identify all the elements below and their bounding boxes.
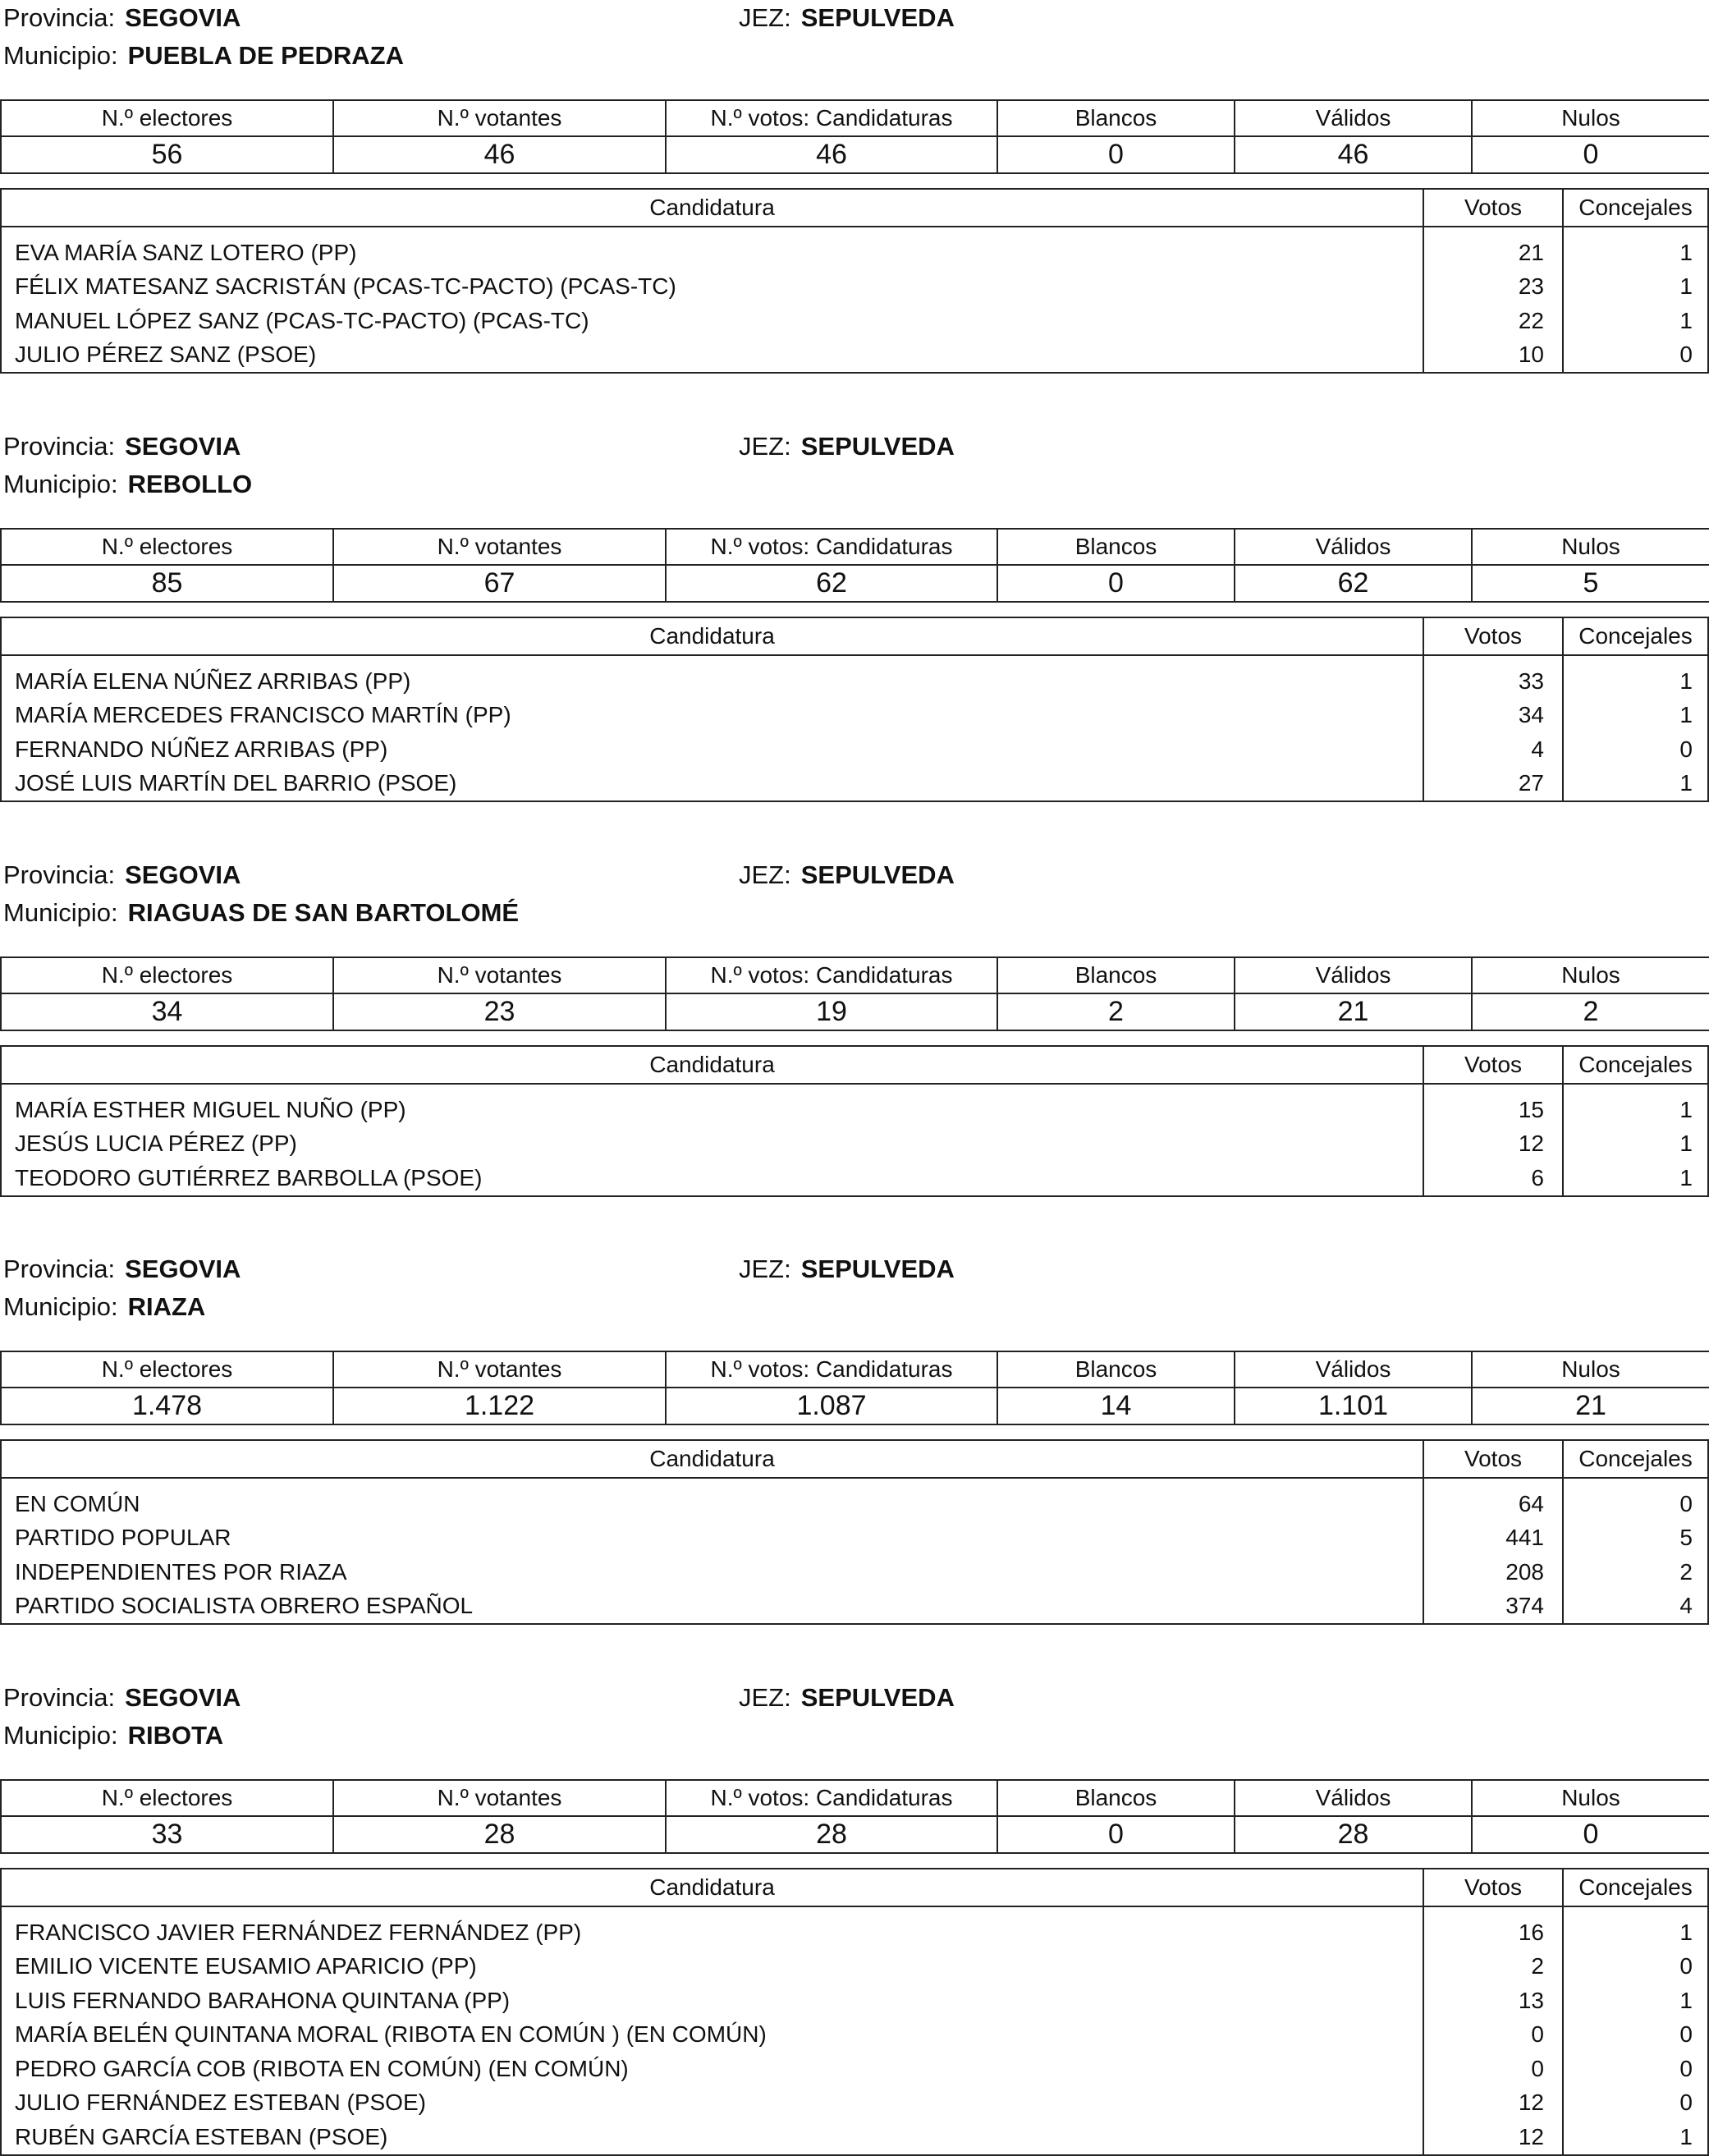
candidate-votos: 441 <box>1423 1521 1563 1556</box>
municipality-block <box>0 1680 1709 2149</box>
candidate-row <box>1 767 1708 802</box>
candidatura-header: Candidatura <box>1 189 1423 227</box>
stats-table <box>0 956 1709 1031</box>
municipio-line <box>3 41 404 71</box>
candidate-concejales: 1 <box>1563 1161 1708 1196</box>
candidate-concejales: 4 <box>1563 1589 1708 1625</box>
stats-value-row <box>1 1388 1709 1424</box>
candidate-name: JESÚS LUCIA PÉREZ (PP) <box>1 1127 1423 1162</box>
candidate-concejales: 0 <box>1563 732 1708 767</box>
provincia-label: Provincia: <box>3 3 116 32</box>
stats-header-row <box>1 529 1709 565</box>
municipio-value: REBOLLO <box>127 470 253 498</box>
candidate-row <box>1 270 1708 305</box>
stats-value-row <box>1 993 1709 1030</box>
candidate-concejales: 1 <box>1563 2120 1708 2155</box>
candidatura-header: Candidatura <box>1 1046 1423 1084</box>
candidate-votos: 13 <box>1423 1984 1563 2018</box>
stats-header-row <box>1 1780 1709 1816</box>
candidatura-header: Candidatura <box>1 617 1423 655</box>
candidate-name: LUIS FERNANDO BARAHONA QUINTANA (PP) <box>1 1984 1423 2018</box>
municipio-line <box>3 1292 205 1322</box>
stats-header-row <box>1 100 1709 136</box>
candidate-name: MARÍA ELENA NÚÑEZ ARRIBAS (PP) <box>1 655 1423 699</box>
candidate-votos: 16 <box>1423 1906 1563 1950</box>
stats-header-cell: Blancos <box>997 1780 1235 1816</box>
concejales-header: Concejales <box>1563 617 1708 655</box>
stats-value-row <box>1 565 1709 602</box>
candidate-votos: 22 <box>1423 304 1563 338</box>
candidate-row <box>1 1084 1708 1127</box>
candidate-votos: 4 <box>1423 732 1563 767</box>
candidate-row <box>1 1950 1708 1984</box>
votos-header: Votos <box>1423 617 1563 655</box>
stats-header-cell: Nulos <box>1472 957 1709 993</box>
votos-header: Votos <box>1423 1869 1563 1906</box>
jez-label: JEZ: <box>739 860 791 889</box>
candidate-votos: 15 <box>1423 1084 1563 1127</box>
municipality-block <box>0 0 1709 427</box>
stats-header-cell: N.º votos: Candidaturas <box>666 529 997 565</box>
candidate-row <box>1 2018 1708 2053</box>
municipio-label: Municipio: <box>3 470 118 498</box>
municipio-value: PUEBLA DE PEDRAZA <box>127 41 404 70</box>
stats-header-cell: N.º electores <box>1 100 333 136</box>
stats-value-cell: 28 <box>333 1816 666 1853</box>
candidate-concejales: 0 <box>1563 1950 1708 1984</box>
stats-header-cell: Válidos <box>1235 957 1472 993</box>
stats-header-cell: Blancos <box>997 1351 1235 1388</box>
candidates-header-row <box>1 1869 1708 1906</box>
stats-header-cell: Válidos <box>1235 1351 1472 1388</box>
stats-value-row <box>1 136 1709 173</box>
stats-value-cell: 23 <box>333 993 666 1030</box>
jez-value: SEPULVEDA <box>800 1255 955 1283</box>
candidates-header-row <box>1 1440 1708 1478</box>
stats-header-cell: N.º votantes <box>333 100 666 136</box>
stats-header-cell: Válidos <box>1235 529 1472 565</box>
stats-value-cell: 1.122 <box>333 1388 666 1424</box>
candidate-votos: 64 <box>1423 1478 1563 1521</box>
stats-header-cell: N.º votos: Candidaturas <box>666 100 997 136</box>
candidate-name: PARTIDO SOCIALISTA OBRERO ESPAÑOL <box>1 1589 1423 1625</box>
jez-value: SEPULVEDA <box>800 1683 955 1712</box>
provincia-label: Provincia: <box>3 1683 116 1712</box>
candidate-name: EN COMÚN <box>1 1478 1423 1521</box>
candidate-votos: 0 <box>1423 2018 1563 2053</box>
concejales-header: Concejales <box>1563 1440 1708 1478</box>
stats-value-cell: 46 <box>666 136 997 173</box>
municipality-block <box>0 429 1709 856</box>
jez-line <box>739 3 955 33</box>
municipio-value: RIAGUAS DE SAN BARTOLOMÉ <box>127 898 520 927</box>
stats-header-cell: N.º votantes <box>333 957 666 993</box>
stats-header-cell: N.º electores <box>1 1780 333 1816</box>
candidatura-header: Candidatura <box>1 1869 1423 1906</box>
jez-value: SEPULVEDA <box>800 860 955 889</box>
stats-value-cell: 28 <box>1235 1816 1472 1853</box>
candidate-name: PARTIDO POPULAR <box>1 1521 1423 1556</box>
stats-value-cell: 67 <box>333 565 666 602</box>
votos-header: Votos <box>1423 1440 1563 1478</box>
candidate-name: RUBÉN GARCÍA ESTEBAN (PSOE) <box>1 2120 1423 2155</box>
candidate-name: PEDRO GARCÍA COB (RIBOTA EN COMÚN) (EN COMÚN) <box>1 2052 1423 2086</box>
candidate-votos: 27 <box>1423 767 1563 802</box>
stats-value-cell: 0 <box>1472 1816 1709 1853</box>
candidate-votos: 21 <box>1423 227 1563 270</box>
stats-value-cell: 0 <box>997 136 1235 173</box>
candidate-concejales: 0 <box>1563 2086 1708 2121</box>
candidate-votos: 208 <box>1423 1555 1563 1589</box>
candidate-votos: 23 <box>1423 270 1563 305</box>
candidate-name: MARÍA MERCEDES FRANCISCO MARTÍN (PP) <box>1 699 1423 733</box>
stats-header-row <box>1 1351 1709 1388</box>
municipio-label: Municipio: <box>3 1721 118 1750</box>
stats-value-cell: 21 <box>1472 1388 1709 1424</box>
stats-header-cell: N.º electores <box>1 529 333 565</box>
stats-table <box>0 99 1709 174</box>
candidate-row <box>1 304 1708 338</box>
candidate-concejales: 1 <box>1563 304 1708 338</box>
candidate-votos: 10 <box>1423 338 1563 374</box>
provincia-label: Provincia: <box>3 1255 116 1283</box>
candidate-row <box>1 1984 1708 2018</box>
stats-header-cell: N.º electores <box>1 957 333 993</box>
candidate-row <box>1 1127 1708 1162</box>
stats-value-row <box>1 1816 1709 1853</box>
candidatura-header: Candidatura <box>1 1440 1423 1478</box>
candidates-table <box>0 1045 1709 1197</box>
stats-header-cell: N.º votantes <box>333 1780 666 1816</box>
jez-label: JEZ: <box>739 1683 791 1712</box>
stats-header-cell: N.º votos: Candidaturas <box>666 957 997 993</box>
candidates-table <box>0 1868 1709 2156</box>
stats-value-cell: 2 <box>1472 993 1709 1030</box>
municipio-line <box>3 1721 223 1750</box>
provincia-line <box>3 860 241 890</box>
candidate-row <box>1 732 1708 767</box>
candidate-row <box>1 1478 1708 1521</box>
stats-header-cell: Nulos <box>1472 1351 1709 1388</box>
provincia-label: Provincia: <box>3 860 116 889</box>
candidate-name: TEODORO GUTIÉRREZ BARBOLLA (PSOE) <box>1 1161 1423 1196</box>
stats-value-cell: 1.478 <box>1 1388 333 1424</box>
candidates-header-row <box>1 189 1708 227</box>
provincia-line <box>3 3 241 33</box>
candidate-row <box>1 1161 1708 1196</box>
jez-label: JEZ: <box>739 3 791 32</box>
stats-header-cell: Nulos <box>1472 529 1709 565</box>
candidate-name: FRANCISCO JAVIER FERNÁNDEZ FERNÁNDEZ (PP) <box>1 1906 1423 1950</box>
provincia-line <box>3 1683 241 1713</box>
candidates-table <box>0 617 1709 802</box>
provincia-line <box>3 1255 241 1284</box>
candidates-header-row <box>1 1046 1708 1084</box>
candidate-concejales: 1 <box>1563 1906 1708 1950</box>
candidate-name: JULIO FERNÁNDEZ ESTEBAN (PSOE) <box>1 2086 1423 2121</box>
candidate-row <box>1 338 1708 374</box>
candidate-concejales: 1 <box>1563 1084 1708 1127</box>
stats-value-cell: 5 <box>1472 565 1709 602</box>
candidate-concejales: 0 <box>1563 338 1708 374</box>
candidate-concejales: 1 <box>1563 270 1708 305</box>
stats-table <box>0 528 1709 603</box>
votos-header: Votos <box>1423 189 1563 227</box>
votos-header: Votos <box>1423 1046 1563 1084</box>
candidate-row <box>1 2120 1708 2155</box>
candidate-row <box>1 1589 1708 1625</box>
candidate-row <box>1 227 1708 270</box>
candidate-concejales: 1 <box>1563 699 1708 733</box>
concejales-header: Concejales <box>1563 189 1708 227</box>
candidates-table <box>0 188 1709 374</box>
stats-value-cell: 0 <box>997 565 1235 602</box>
concejales-header: Concejales <box>1563 1046 1708 1084</box>
municipio-label: Municipio: <box>3 1292 118 1321</box>
jez-value: SEPULVEDA <box>800 3 955 32</box>
candidate-row <box>1 699 1708 733</box>
candidate-row <box>1 1555 1708 1589</box>
candidate-concejales: 0 <box>1563 2052 1708 2086</box>
stats-value-cell: 62 <box>1235 565 1472 602</box>
provincia-label: Provincia: <box>3 432 116 461</box>
stats-value-cell: 34 <box>1 993 333 1030</box>
candidate-concejales: 2 <box>1563 1555 1708 1589</box>
candidate-votos: 34 <box>1423 699 1563 733</box>
candidate-votos: 12 <box>1423 2120 1563 2155</box>
jez-label: JEZ: <box>739 1255 791 1283</box>
candidates-table <box>0 1439 1709 1625</box>
provincia-line <box>3 432 241 461</box>
provincia-value: SEGOVIA <box>125 3 241 32</box>
candidate-row <box>1 2086 1708 2121</box>
jez-line <box>739 1683 955 1713</box>
jez-label: JEZ: <box>739 432 791 461</box>
municipality-block <box>0 857 1709 1284</box>
candidate-concejales: 1 <box>1563 1984 1708 2018</box>
candidate-votos: 0 <box>1423 2052 1563 2086</box>
candidate-row <box>1 2052 1708 2086</box>
stats-value-cell: 1.101 <box>1235 1388 1472 1424</box>
stats-value-cell: 28 <box>666 1816 997 1853</box>
jez-value: SEPULVEDA <box>800 432 955 461</box>
stats-header-cell: N.º votos: Candidaturas <box>666 1351 997 1388</box>
candidate-name: JULIO PÉREZ SANZ (PSOE) <box>1 338 1423 374</box>
stats-value-cell: 2 <box>997 993 1235 1030</box>
municipio-value: RIBOTA <box>127 1721 224 1750</box>
stats-value-cell: 0 <box>1472 136 1709 173</box>
stats-header-row <box>1 957 1709 993</box>
jez-line <box>739 432 955 461</box>
stats-header-cell: Blancos <box>997 957 1235 993</box>
stats-header-cell: N.º votantes <box>333 529 666 565</box>
stats-header-cell: N.º votantes <box>333 1351 666 1388</box>
municipio-value: RIAZA <box>127 1292 206 1321</box>
stats-value-cell: 19 <box>666 993 997 1030</box>
provincia-value: SEGOVIA <box>125 860 241 889</box>
stats-header-cell: N.º votos: Candidaturas <box>666 1780 997 1816</box>
candidate-concejales: 0 <box>1563 2018 1708 2053</box>
stats-header-cell: Nulos <box>1472 1780 1709 1816</box>
candidate-votos: 12 <box>1423 2086 1563 2121</box>
candidate-row <box>1 1906 1708 1950</box>
candidate-concejales: 1 <box>1563 1127 1708 1162</box>
stats-value-cell: 46 <box>1235 136 1472 173</box>
candidates-header-row <box>1 617 1708 655</box>
jez-line <box>739 1255 955 1284</box>
municipio-line <box>3 898 519 928</box>
jez-line <box>739 860 955 890</box>
stats-value-cell: 46 <box>333 136 666 173</box>
candidate-concejales: 5 <box>1563 1521 1708 1556</box>
municipio-label: Municipio: <box>3 898 118 927</box>
candidate-name: MARÍA ESTHER MIGUEL NUÑO (PP) <box>1 1084 1423 1127</box>
provincia-value: SEGOVIA <box>125 1255 241 1283</box>
stats-header-cell: N.º electores <box>1 1351 333 1388</box>
candidate-row <box>1 655 1708 699</box>
stats-value-cell: 14 <box>997 1388 1235 1424</box>
provincia-value: SEGOVIA <box>125 1683 241 1712</box>
candidate-row <box>1 1521 1708 1556</box>
municipio-label: Municipio: <box>3 41 118 70</box>
municipio-line <box>3 470 252 499</box>
candidate-votos: 12 <box>1423 1127 1563 1162</box>
candidate-name: EMILIO VICENTE EUSAMIO APARICIO (PP) <box>1 1950 1423 1984</box>
stats-value-cell: 62 <box>666 565 997 602</box>
stats-value-cell: 56 <box>1 136 333 173</box>
candidate-name: EVA MARÍA SANZ LOTERO (PP) <box>1 227 1423 270</box>
candidate-concejales: 1 <box>1563 655 1708 699</box>
candidate-votos: 2 <box>1423 1950 1563 1984</box>
candidate-name: MANUEL LÓPEZ SANZ (PCAS-TC-PACTO) (PCAS-TC) <box>1 304 1423 338</box>
stats-value-cell: 85 <box>1 565 333 602</box>
stats-header-cell: Nulos <box>1472 100 1709 136</box>
candidate-votos: 374 <box>1423 1589 1563 1625</box>
stats-header-cell: Blancos <box>997 529 1235 565</box>
candidate-name: MARÍA BELÉN QUINTANA MORAL (RIBOTA EN COMÚN ) (EN COMÚN) <box>1 2018 1423 2053</box>
candidate-votos: 33 <box>1423 655 1563 699</box>
stats-value-cell: 1.087 <box>666 1388 997 1424</box>
stats-header-cell: Válidos <box>1235 1780 1472 1816</box>
candidate-name: JOSÉ LUIS MARTÍN DEL BARRIO (PSOE) <box>1 767 1423 802</box>
stats-value-cell: 33 <box>1 1816 333 1853</box>
provincia-value: SEGOVIA <box>125 432 241 461</box>
candidate-name: INDEPENDIENTES POR RIAZA <box>1 1555 1423 1589</box>
stats-header-cell: Válidos <box>1235 100 1472 136</box>
candidate-concejales: 1 <box>1563 227 1708 270</box>
concejales-header: Concejales <box>1563 1869 1708 1906</box>
municipality-block <box>0 1251 1709 1678</box>
stats-table <box>0 1351 1709 1425</box>
stats-value-cell: 0 <box>997 1816 1235 1853</box>
candidate-votos: 6 <box>1423 1161 1563 1196</box>
candidate-concejales: 1 <box>1563 767 1708 802</box>
candidate-name: FÉLIX MATESANZ SACRISTÁN (PCAS-TC-PACTO) (PCAS-TC) <box>1 270 1423 305</box>
stats-table <box>0 1779 1709 1854</box>
candidate-name: FERNANDO NÚÑEZ ARRIBAS (PP) <box>1 732 1423 767</box>
stats-header-cell: Blancos <box>997 100 1235 136</box>
candidate-concejales: 0 <box>1563 1478 1708 1521</box>
stats-value-cell: 21 <box>1235 993 1472 1030</box>
